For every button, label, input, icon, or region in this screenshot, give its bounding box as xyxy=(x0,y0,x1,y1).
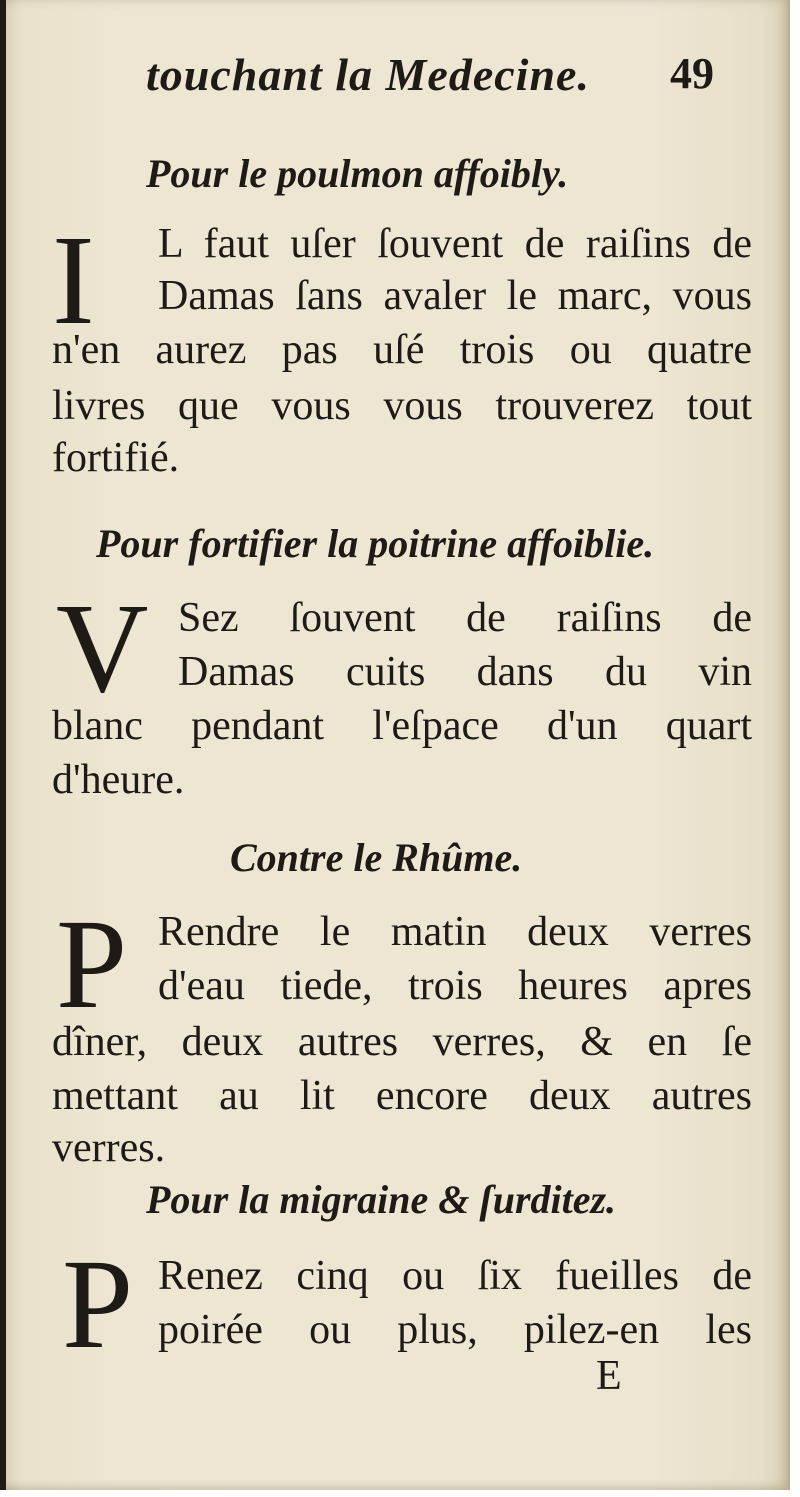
section-heading: Pour fortifier la poitrine affoiblie. xyxy=(96,521,655,566)
text-line: n'en aurez pas uſé trois ou quatre xyxy=(52,327,752,373)
text-line: d'heure. xyxy=(52,757,185,803)
drop-cap: P xyxy=(62,1233,134,1375)
text-line: L faut uſer ſouvent de raiſins de xyxy=(158,221,752,267)
section-heading: Pour le poulmon affoibly. xyxy=(146,151,569,196)
text-line: mettant au lit encore deux autres xyxy=(52,1073,752,1119)
page-edge xyxy=(788,0,790,1490)
text-line: verres. xyxy=(52,1125,166,1171)
text-line: Damas ſans avaler le marc, vous xyxy=(158,273,752,319)
text-line: Renez cinq ou ſix fueilles de xyxy=(158,1253,752,1299)
text-line: Damas cuits dans du vin xyxy=(178,649,752,695)
catchword: E xyxy=(596,1353,622,1399)
section-heading: Contre le Rhûme. xyxy=(230,835,523,880)
text-line: d'eau tiede, trois heures apres xyxy=(158,963,752,1009)
text-line: poirée ou plus, pilez-en les xyxy=(158,1307,752,1353)
page-header xyxy=(146,48,746,108)
text-line: dîner, deux autres verres, & en ſe xyxy=(52,1019,752,1065)
drop-cap: I xyxy=(52,209,95,351)
drop-cap: V xyxy=(56,577,149,719)
text-line: Sez ſouvent de raiſins de xyxy=(178,595,752,641)
book-spine xyxy=(0,0,6,1490)
text-line: Rendre le matin deux verres xyxy=(158,909,752,955)
running-head: touchant la Medecine. xyxy=(146,49,590,100)
text-line: fortifié. xyxy=(52,435,180,481)
drop-cap: P xyxy=(56,893,128,1035)
text-line: livres que vous vous trouverez tout xyxy=(52,383,752,429)
section-heading: Pour la migraine & ſurditez. xyxy=(146,1177,617,1222)
page-number: 49 xyxy=(670,49,714,98)
text-line: blanc pendant l'eſpace d'un quart xyxy=(52,703,752,749)
